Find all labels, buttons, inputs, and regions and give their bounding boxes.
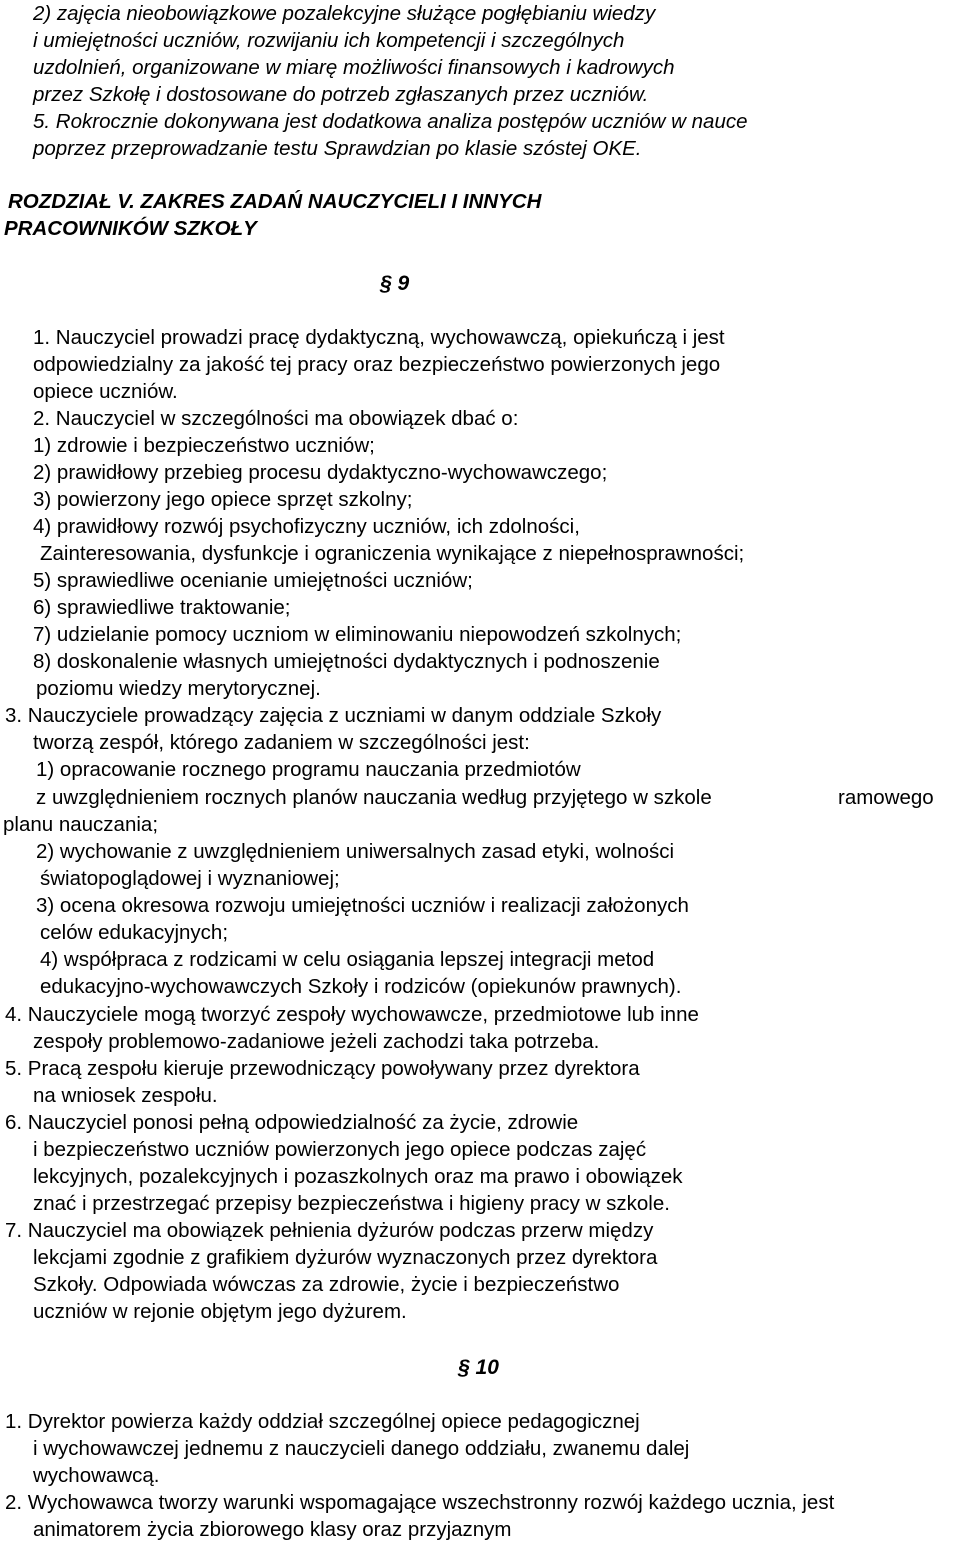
text-line: 3) ocena okresowa rozwoju umiejętności uczniów i realizacji założonych bbox=[36, 894, 689, 917]
text-line: znać i przestrzegać przepisy bezpieczeństwa i higieny pracy w szkole. bbox=[33, 1192, 670, 1215]
text-line: planu nauczania; bbox=[3, 813, 159, 836]
text-line: tworzą zespół, którego zadaniem w szczególności jest: bbox=[33, 731, 530, 754]
text-line: i bezpieczeństwo uczniów powierzonych jego opiece podczas zajęć bbox=[33, 1138, 647, 1161]
text-line: 1) opracowanie rocznego programu nauczania przedmiotów bbox=[36, 758, 581, 781]
text-line: 3. Nauczyciele prowadzący zajęcia z uczniami w danym oddziale Szkoły bbox=[5, 704, 662, 727]
text-line: poziomu wiedzy merytorycznej. bbox=[36, 677, 321, 700]
section-number: § 10 bbox=[458, 1356, 499, 1379]
text-line: i umiejętności uczniów, rozwijaniu ich kompetencji i szczególnych bbox=[33, 29, 625, 52]
chapter-heading-continued: PRACOWNIKÓW SZKOŁY bbox=[4, 217, 257, 240]
text-line: 2. Wychowawca tworzy warunki wspomagające wszechstronny rozwój każdego ucznia, jest bbox=[5, 1491, 835, 1514]
text-line: i wychowawczej jednemu z nauczycieli danego oddziału, zwanemu dalej bbox=[33, 1437, 690, 1460]
chapter-heading: ROZDZIAŁ V. ZAKRES ZADAŃ NAUCZYCIELI I INNYCH bbox=[8, 190, 542, 213]
text-line: 6) sprawiedliwe traktowanie; bbox=[33, 596, 291, 619]
text-line: 4) współpraca z rodzicami w celu osiągania lepszej integracji metod bbox=[40, 948, 655, 971]
text-line: zespoły problemowo-zadaniowe jeżeli zachodzi taka potrzeba. bbox=[33, 1030, 600, 1053]
text-line: światopoglądowej i wyznaniowej; bbox=[40, 867, 340, 890]
text-line: uzdolnień, organizowane w miarę możliwości finansowych i kadrowych bbox=[33, 56, 675, 79]
text-line: 1. Nauczyciel prowadzi pracę dydaktyczną, wychowawczą, opiekuńczą i jest bbox=[33, 326, 725, 349]
text-line: 7) udzielanie pomocy uczniom w eliminowaniu niepowodzeń szkolnych; bbox=[33, 623, 682, 646]
text-line: 5. Pracą zespołu kieruje przewodniczący powoływany przez dyrektora bbox=[5, 1057, 640, 1080]
section-number: § 9 bbox=[380, 272, 410, 295]
text-line: 2) prawidłowy przebieg procesu dydaktyczno-wychowawczego; bbox=[33, 461, 608, 484]
text-line: ramowego bbox=[838, 786, 934, 809]
text-line: przez Szkołę i dostosowane do potrzeb zgłaszanych przez uczniów. bbox=[33, 83, 649, 106]
text-line: Zainteresowania, dysfunkcje i ograniczenia wynikające z niepełnosprawności; bbox=[40, 542, 745, 565]
text-line: animatorem życia zbiorowego klasy oraz przyjaznym bbox=[33, 1518, 512, 1541]
text-line: 1. Dyrektor powierza każdy oddział szczególnej opiece pedagogicznej bbox=[5, 1410, 640, 1433]
text-line: 5) sprawiedliwe ocenianie umiejętności uczniów; bbox=[33, 569, 473, 592]
text-line: z uwzględnieniem rocznych planów nauczania według przyjętego w szkole bbox=[36, 786, 712, 809]
text-line: 6. Nauczyciel ponosi pełną odpowiedzialność za życie, zdrowie bbox=[5, 1111, 579, 1134]
text-line: 3) powierzony jego opiece sprzęt szkolny; bbox=[33, 488, 413, 511]
text-line: 4) prawidłowy rozwój psychofizyczny uczniów, ich zdolności, bbox=[33, 515, 580, 538]
text-line: lekcyjnych, pozalekcyjnych i pozaszkolnych oraz ma prawo i obowiązek bbox=[33, 1165, 683, 1188]
text-line: poprzez przeprowadzanie testu Sprawdzian po klasie szóstej OKE. bbox=[33, 137, 642, 160]
text-line: 1) zdrowie i bezpieczeństwo uczniów; bbox=[33, 434, 375, 457]
text-line: na wniosek zespołu. bbox=[33, 1084, 218, 1107]
text-line: edukacyjno-wychowawczych Szkoły i rodziców (opiekunów prawnych). bbox=[40, 975, 682, 998]
text-line: opiece uczniów. bbox=[33, 380, 178, 403]
text-line: 7. Nauczyciel ma obowiązek pełnienia dyżurów podczas przerw między bbox=[5, 1219, 654, 1242]
text-line: 2. Nauczyciel w szczególności ma obowiązek dbać o: bbox=[33, 407, 519, 430]
text-line: 2) wychowanie z uwzględnieniem uniwersalnych zasad etyki, wolności bbox=[36, 840, 675, 863]
text-line: 4. Nauczyciele mogą tworzyć zespoły wychowawcze, przedmiotowe lub inne bbox=[5, 1003, 699, 1026]
text-line: 5. Rokrocznie dokonywana jest dodatkowa analiza postępów uczniów w nauce bbox=[33, 110, 748, 133]
text-line: Szkoły. Odpowiada wówczas za zdrowie, życie i bezpieczeństwo bbox=[33, 1273, 620, 1296]
text-line: uczniów w rejonie objętym jego dyżurem. bbox=[33, 1300, 407, 1323]
text-line: celów edukacyjnych; bbox=[40, 921, 229, 944]
text-line: 8) doskonalenie własnych umiejętności dydaktycznych i podnoszenie bbox=[33, 650, 660, 673]
text-line: wychowawcą. bbox=[33, 1464, 160, 1487]
text-line: lekcjami zgodnie z grafikiem dyżurów wyznaczonych przez dyrektora bbox=[33, 1246, 658, 1269]
text-line: 2) zajęcia nieobowiązkowe pozalekcyjne służące pogłębianiu wiedzy bbox=[33, 2, 656, 25]
text-line: odpowiedzialny za jakość tej pracy oraz bezpieczeństwo powierzonych jego bbox=[33, 353, 721, 376]
